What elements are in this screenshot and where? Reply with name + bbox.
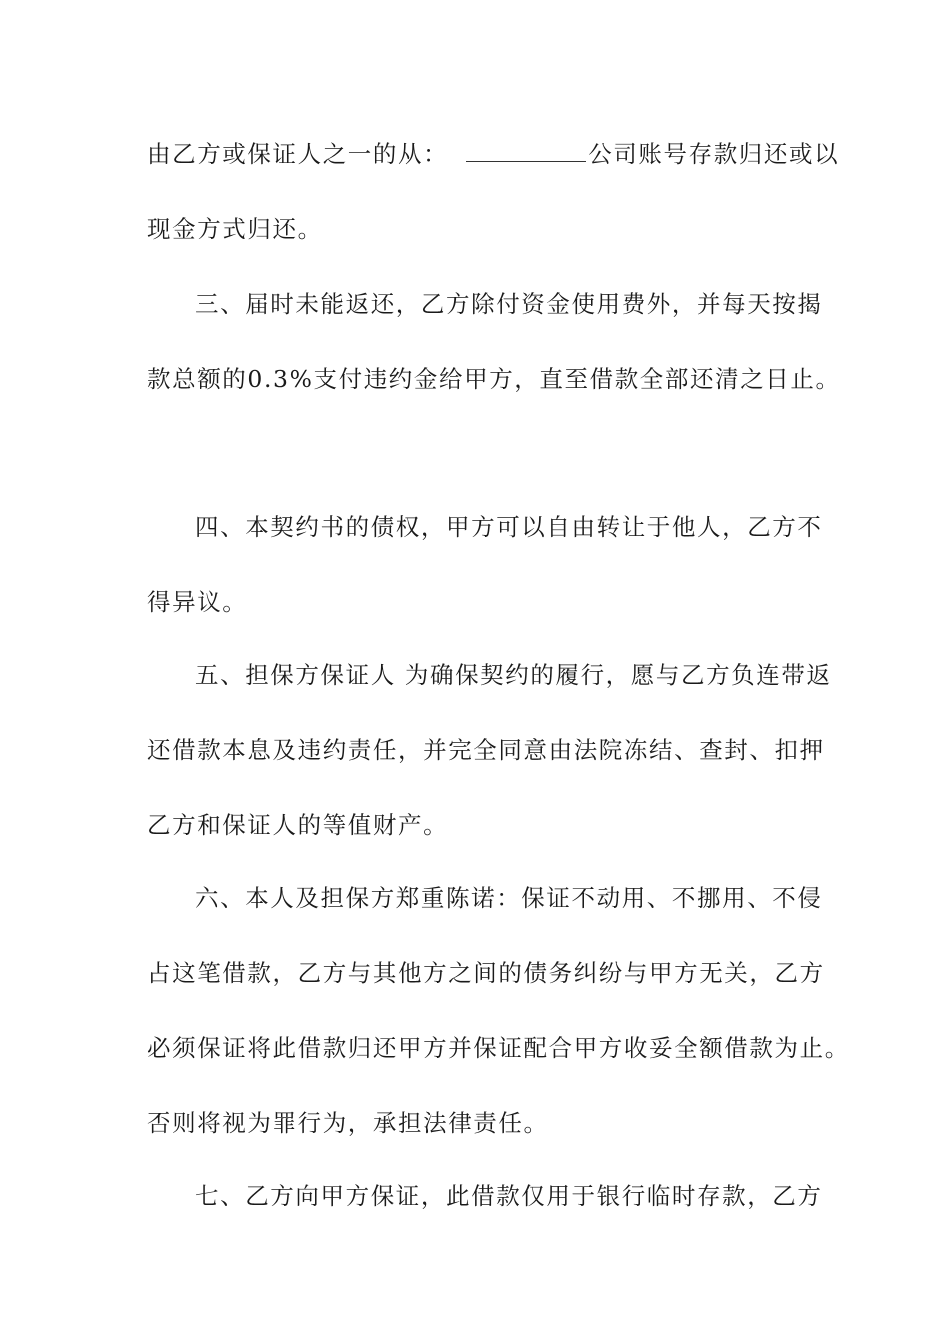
text-line: 款总额的0.3%支付违约金给甲方，直至借款全部还清之日止。 [147,365,841,393]
text-line: 现金方式归还。 [147,215,323,243]
paragraph-first-line: 七、乙方向甲方保证，此借款仅用于银行临时存款，乙方 [195,1182,823,1210]
paragraph-first-line: 四、本契约书的债权，甲方可以自由转让于他人，乙方不 [195,513,823,541]
text-line: 还借款本息及违约责任，并完全同意由法院冻结、查封、扣押 [147,736,825,764]
fill-in-blank [466,139,586,162]
text-line [147,138,840,170]
line-text: 由乙方或保证人之一的从： [147,140,449,168]
text-line: 否则将视为罪行为，承担法律责任。 [147,1109,549,1137]
paragraph-first-line: 五、担保方保证人 为确保契约的履行，愿与乙方负连带返 [195,661,832,689]
text-line: 占这笔借款，乙方与其他方之间的债务纠纷与甲方无关，乙方 [147,959,825,987]
text-line: 乙方和保证人的等值财产。 [147,811,449,839]
text-line: 得异议。 [147,588,248,616]
paragraph-first-line: 三、届时未能返还，乙方除付资金使用费外，并每天按揭 [195,290,823,318]
text-line: 必须保证将此借款归还甲方并保证配合甲方收妥全额借款为止。 [147,1034,850,1062]
line-text: 公司账号存款归还或以 [588,140,840,168]
paragraph-first-line: 六、本人及担保方郑重陈诺：保证不动用、不挪用、不侵 [195,884,823,912]
